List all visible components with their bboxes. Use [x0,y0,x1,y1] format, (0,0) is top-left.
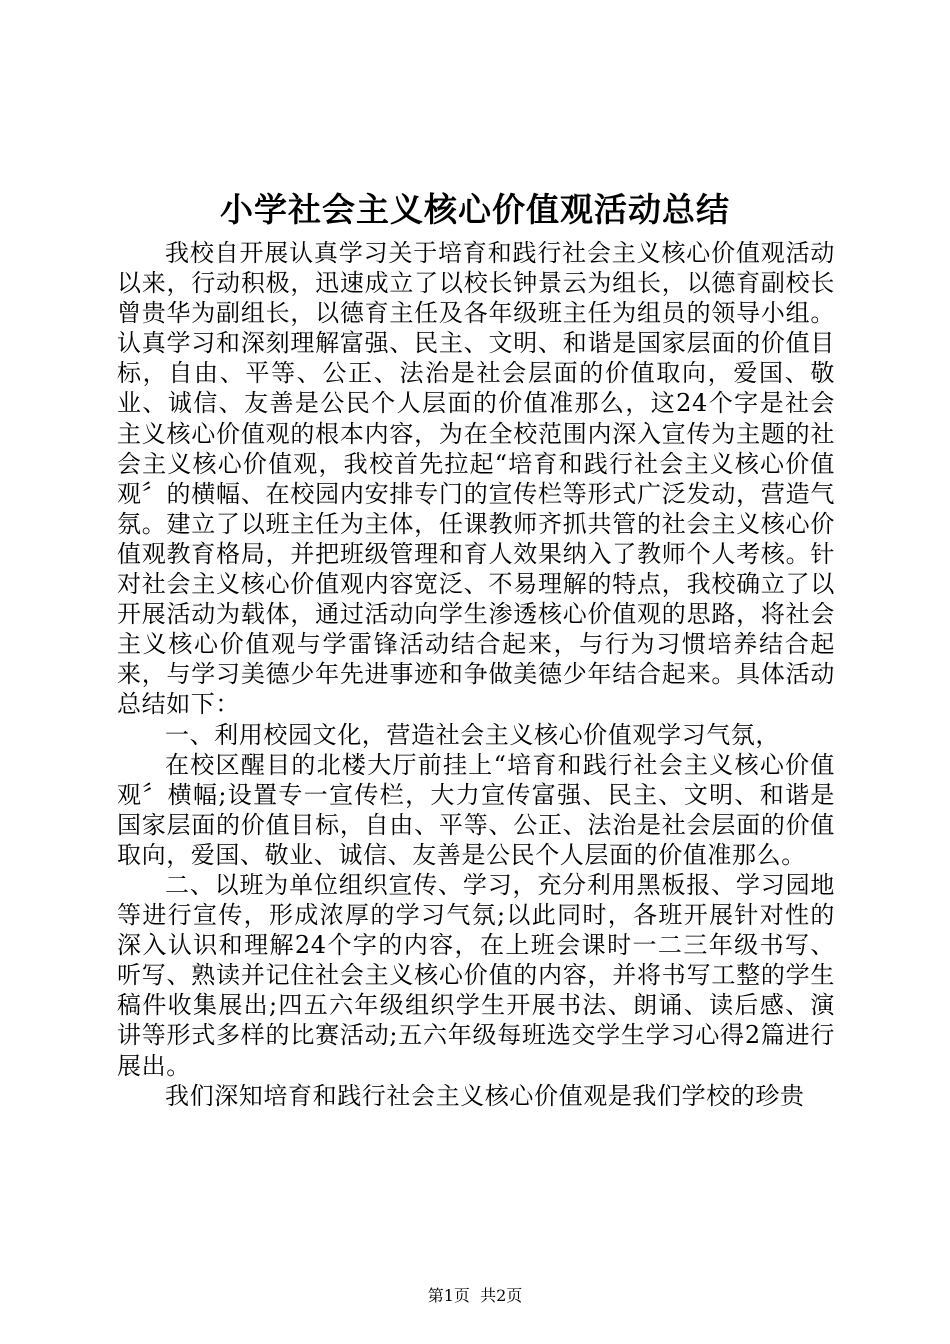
paragraph-section-2: 二、以班为单位组织宣传、学习，充分利用黑板报、学习园地等进行宣传，形成浓厚的学习气氛;以此同时，各班开展针对性的深入认识和理解24个字的内容，在上班会课时一二三年级书写、听写、熟读并记住社会主义核心价值的内容，并将书写工整的学生稿件收集展出;四五六年级组织学生开展书法、朗诵、读后感、演讲等形式多样的比赛活动;五六年级每班选交学生学习心得2篇进行展出。 [117,870,835,1080]
paragraph-intro: 我校自开展认真学习关于培育和践行社会主义核心价值观活动以来，行动积极，迅速成立了以校长钟景云为组长，以德育副校长曾贵华为副组长，以德育主任及各年级班主任为组员的领导小组。认真学习和深刻理解富强、民主、文明、和谐是国家层面的价值目标，自由、平等、公正、法治是社会层面的价值取向，爱国、敬业、诚信、友善是公民个人层面的价值准那么，这24个字是社会主义核心价值观的根本内容，为在全校范围内深入宣传为主题的社会主义核心价值观，我校首先拉起“培育和践行社会主义核心价值观〞的横幅、在校园内安排专门的宣传栏等形式广泛发动，营造气氛。建立了以班主任为主体，任课教师齐抓共管的社会主义核心价值观教育格局，并把班级管理和育人效果纳入了教师个人考核。针对社会主义核心价值观内容宽泛、不易理解的特点，我校确立了以开展活动为载体，通过活动向学生渗透核心价值观的思路，将社会主义核心价值观与学雷锋活动结合起来，与行为习惯培养结合起来，与学习美德少年先进事迹和争做美德少年结合起来。具体活动总结如下： [117,239,835,719]
paragraph-section-1-heading: 一、利用校园文化，营造社会主义核心价值观学习气氛， [165,720,780,749]
page-number: 第1页 [427,1286,470,1305]
document-body [117,238,835,1111]
page-footer [0,1285,950,1307]
paragraph-section-1-body: 在校区醒目的北楼大厅前挂上“培育和践行社会主义核心价值观〞横幅;设置专一宣传栏，大力宣传富强、民主、文明、和谐是国家层面的价值目标，自由、平等、公正、法治是社会层面的价值取向，爱国、敬业、诚信、友善是公民个人层面的价值准那么。 [117,750,835,869]
document-title: 小学社会主义核心价值观活动总结 [220,190,730,229]
paragraph-closing: 我们深知培育和践行社会主义核心价值观是我们学校的珍贵 [165,1081,805,1110]
page-total: 共2页 [480,1286,523,1305]
